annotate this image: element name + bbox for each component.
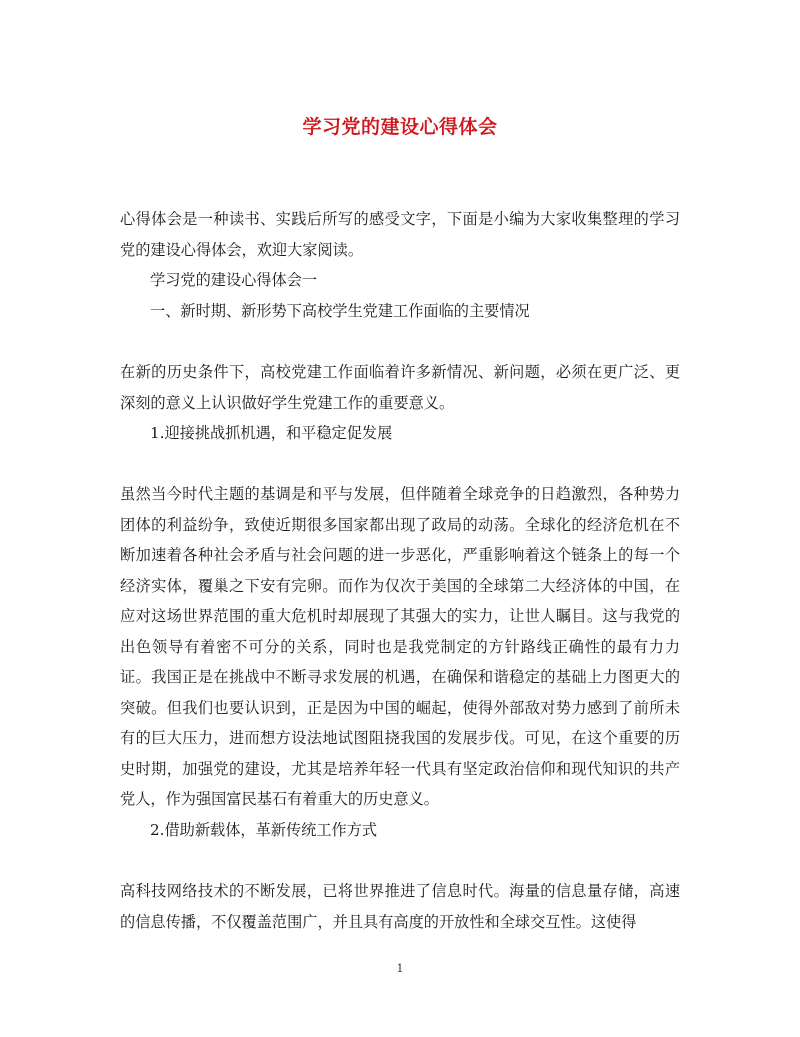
paragraph-3: 高科技网络技术的不断发展，已将世界推进了信息时代。海量的信息量存储，高速的信息传播，不仅覆盖范围广，并且具有高度的开放性和全球交互性。这使得	[120, 882, 680, 931]
page-number: 1	[396, 962, 404, 975]
section-heading-1: 一、新时期、新形势下高校学生党建工作面临的主要情况	[150, 302, 530, 320]
intro-paragraph: 心得体会是一种读书、实践后所写的感受文字，下面是小编为大家收集整理的学习党的建设心得体会，欢迎大家阅读。	[120, 210, 680, 259]
section-heading-2: 1.迎接挑战抓机遇，和平稳定促发展	[150, 424, 393, 442]
document-title: 学习党的建设心得体会	[302, 116, 498, 138]
section-subtitle: 学习党的建设心得体会一	[150, 271, 318, 289]
paragraph-2: 虽然当今时代主题的基调是和平与发展，但伴随着全球竞争的日趋激烈，各种势力团体的利益纷争，致使近期很多国家都出现了政局的动荡。全球化的经济危机在不断加速着各种社会矛盾与社会问题的进一步恶化，严重影响着这个链条上的每一个经济实体，覆巢之下安有完卵。而作为仅次于美国的全球第二大经济体的中国，在应对这场世界范围的重大危机时却展现了其强大的实力，让世人瞩目。这与我党的出色领导有着密不可分的关系，同时也是我党制定的方针路线正确性的最有力力证。我国正是在挑战中不断寻求发展的机遇，在确保和谐稳定的基础上力图更大的突破。但我们也要认识到，正是因为中国的崛起，使得外部敌对势力感到了前所未有的巨大压力，进而想方设法地试图阻挠我国的发展步伐。可见，在这个重要的历史时期，加强党的建设，尤其是培养年轻一代具有坚定政治信仰和现代知识的共产党人，作为强国富民基石有着重大的历史意义。	[120, 485, 680, 808]
section-heading-3: 2.借助新载体，革新传统工作方式	[150, 821, 378, 839]
paragraph-1: 在新的历史条件下，高校党建工作面临着许多新情况、新问题，必须在更广泛、更深刻的意义上认识做好学生党建工作的重要意义。	[120, 363, 680, 412]
